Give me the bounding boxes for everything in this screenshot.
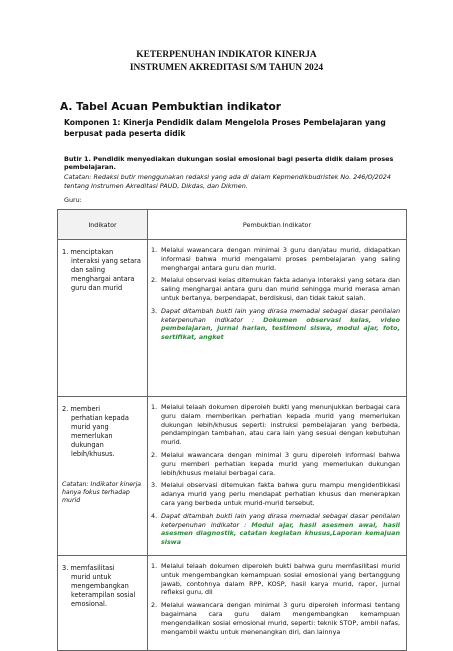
list-item-number: 2. <box>151 450 158 459</box>
list-item-number: 2. <box>151 601 158 610</box>
list-item-number: 1. <box>151 561 158 570</box>
pembuktian-table <box>57 209 407 651</box>
header-pembuktian: Pembuktian Indikator <box>148 210 407 240</box>
document-title-line2: INSTRUMEN AKREDITASI S/M TAHUN 2024 <box>129 63 324 73</box>
list-item-number: 1. <box>151 403 158 411</box>
evidence-examples: Dokumen observasi kelas, video pembelajaran, jurnal harian, testimoni siswa, modul ajar, foto, sertifikat, angket <box>161 315 400 342</box>
catatan-note <box>64 173 410 191</box>
list-item-number: 4. <box>151 511 158 520</box>
list-item-text: Melalui observasi kelas ditemukan fakta adanya interaksi yang setara dan saling menghargai antara guru dan murid sehingga murid merasa aman untuk bertanya, berpendapat, berdiskusi, dan tidak takut salah. <box>161 276 400 302</box>
pembuktian-cell <box>148 240 407 397</box>
table-row <box>58 240 407 397</box>
section-heading: A. Tabel Acuan Pembuktian indikator <box>60 101 281 113</box>
catatan-line1: Catatan: Redaksi butir menggunakan redaksi yang ada di dalam Kepmendikbudristek No. 246/O/2024 <box>64 173 391 181</box>
list-item-number: 2. <box>151 276 158 285</box>
indikator-cell <box>58 555 148 650</box>
list-item <box>151 246 400 272</box>
indikator-text: interaksi yang setara dan saling menghargai antara guru dan murid <box>71 257 141 292</box>
pembuktian-cell <box>148 555 407 650</box>
list-item <box>151 562 400 597</box>
list-item-text: Melalui telaah dokumen diperoleh bukti bahwa guru memfasilitasi murid untuk mengembangkan kemampuan sosial emosional yang bertanggung jawab, contohnya dalam RPP, KOSP, hasil karya murid, rapor, jurnal refleksi guru, dll <box>161 561 400 597</box>
komponen-heading: Komponen 1: Kinerja Pendidik dalam Mengelola Proses Pembelajaran yang berpusat pada peserta didik <box>64 118 386 138</box>
butir-heading: Butir 1. Pendidik menyediakan dukungan sosial emosional bagi peserta didik dalam proses pembelajaran. <box>64 155 394 171</box>
list-item-number: 3. <box>151 306 158 315</box>
indikator-cell <box>58 240 148 397</box>
pembuktian-cell <box>148 397 407 556</box>
indikator-catatan: Catatan: Indikator kinerja hanya fokus terhadap murid <box>62 481 142 504</box>
indikator-text: perhatian kepada murid yang memerlukan dukungan lebih/khusus. <box>71 414 129 458</box>
list-item-text: Dapat ditambah bukti lain yang dirasa memadai sebagai dasar penilaian keterpenuhan indikator : Modul ajar, hasil asesmen awal, hasil asesmen diagnostik, catatan kegiatan khusus,Laporan kemajuan siswa <box>161 511 401 547</box>
list-item-text: Melalui wawancara dengan minimal 3 guru dan/atau murid, didapatkan informasi bahwa murid mengalami proses pembelajaran yang saling menghargai antara guru dan murid. <box>161 246 400 272</box>
list-item <box>151 403 400 447</box>
guru-label: Guru: <box>64 196 82 204</box>
list-item <box>151 601 400 636</box>
list-item <box>151 276 400 302</box>
document-title-line1: KETERPENUHAN INDIKATOR KINERJA <box>136 50 317 60</box>
indikator-text: murid untuk mengembangkan keterampilan sosial emosional. <box>71 572 136 608</box>
evidence-examples: Modul ajar, hasil asesmen awal, hasil asesmen diagnostik, catatan kegiatan khusus,Laporan kemajuan siswa <box>161 520 401 547</box>
indikator-cell <box>58 397 148 556</box>
list-item-text: Melalui observasi ditemukan fakta bahwa guru mampu mengidentikkasi adanya murid yang perlu mendapat perhatian khusus dan menerapkan cara yang berbeda untuk murid-murid tersebut. <box>161 481 400 507</box>
indikator-number: 3. memfasilitasi <box>62 563 115 572</box>
list-item-text: Melalui wawancara dengan minimal 3 guru diperoleh informasi bahwa guru memberi perhatian kepada murid yang memerlukan dukungan lebih/khusus melalui berbagai cara. <box>161 450 400 477</box>
list-item <box>151 481 400 507</box>
list-item-number: 1. <box>151 246 158 254</box>
list-item <box>151 451 400 477</box>
header-indikator: Indikator <box>58 210 148 240</box>
indikator-number: 2. memberi <box>62 405 101 413</box>
list-item-number: 3. <box>151 481 158 490</box>
indikator-number: 1. menciptakan <box>62 248 114 256</box>
list-item-text: Dapat ditambah bukti lain yang dirasa memadai sebagai dasar penilaian keterpenuhan indikator : Dokumen observasi kelas, video pembelajaran, jurnal harian, testimoni siswa, modul ajar, foto, sertifikat, angket <box>161 306 400 342</box>
list-item-text: Melalui telaah dokumen diperoleh bukti yang menunjukkan berbagai cara guru dalam memberikan perhatian kepada murid yang memerlukan dukungan lebih/khusus seperti: instruksi pembelajaran yang berbeda, pendampingan tambahan, atau cara lain yang sesuai dengan kebutuhan murid. <box>161 403 400 447</box>
list-item-text: Melalui wawancara dengan minimal 3 guru diperoleh informasi tentang bagaimana cara guru dalam mengembangkan kemampuan mengendalikan sosial emosional murid, seperti: teknik STOP, ambil nafas, mengambil waktu untuk menenangkan diri, dan lainnya <box>161 601 400 636</box>
table-row <box>58 555 407 650</box>
catatan-line2: tentang Instrumen Akreditasi PAUD, Dikdas, dan Dikmen. <box>64 182 248 190</box>
table-row <box>58 397 407 556</box>
list-item <box>151 307 400 342</box>
list-item <box>151 512 400 547</box>
